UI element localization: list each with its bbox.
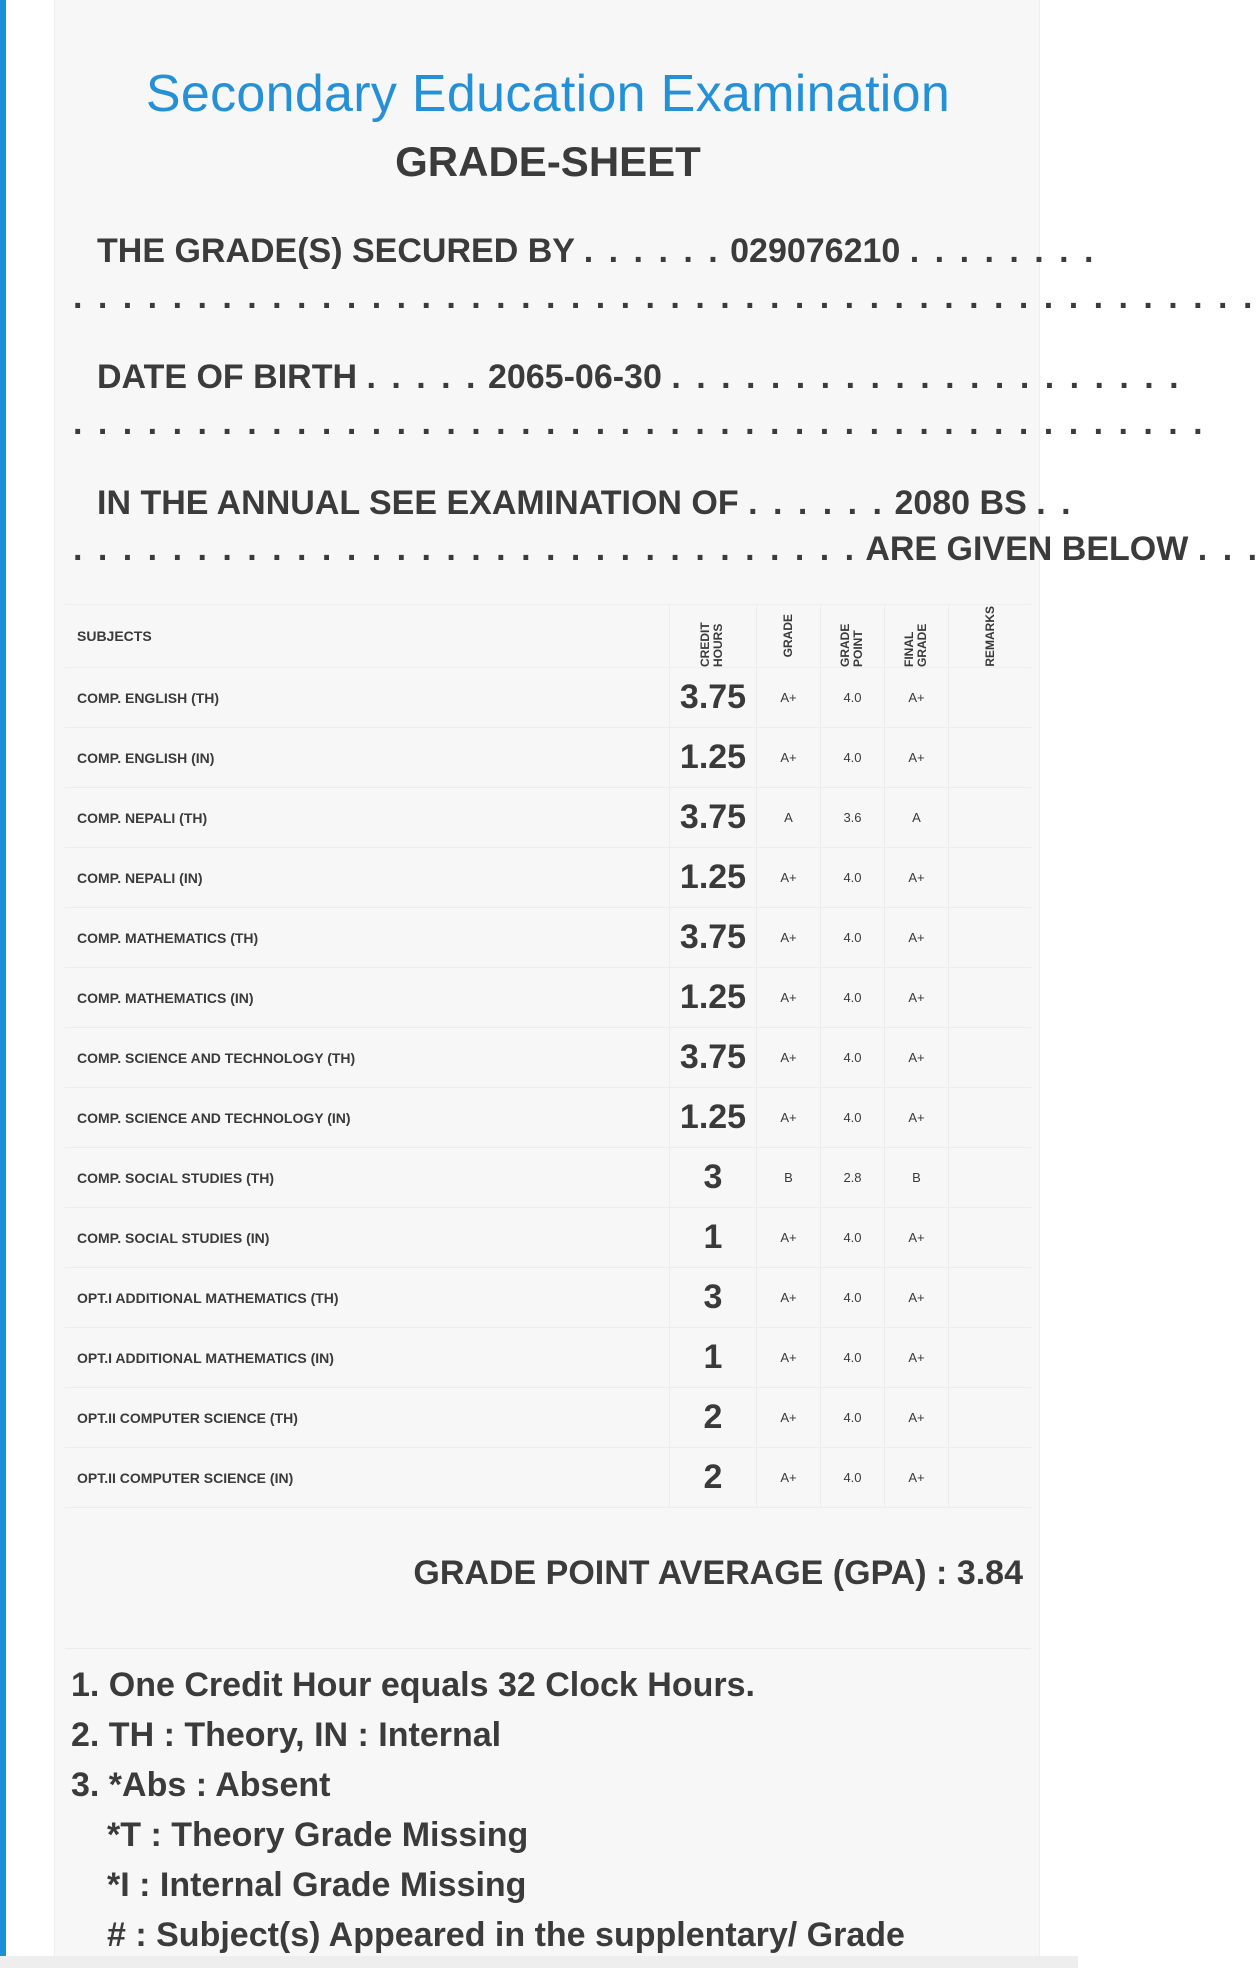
subject-cell: OPT.II COMPUTER SCIENCE (TH) bbox=[77, 1409, 298, 1426]
subject-cell: COMP. ENGLISH (IN) bbox=[77, 749, 215, 766]
final-grade-cell: A+ bbox=[885, 1448, 949, 1507]
grade-cell: A+ bbox=[757, 908, 821, 967]
grade-point-cell: 4.0 bbox=[821, 968, 885, 1027]
credit-hours-cell: 1 bbox=[669, 1328, 757, 1387]
grade-point-cell: 4.0 bbox=[821, 728, 885, 787]
credit-hours-cell: 3.75 bbox=[669, 668, 757, 727]
remarks-cell bbox=[949, 1208, 1031, 1267]
subject-cell: OPT.I ADDITIONAL MATHEMATICS (TH) bbox=[77, 1289, 339, 1306]
remarks-cell bbox=[949, 788, 1031, 847]
grade-point-cell: 4.0 bbox=[821, 908, 885, 967]
given-below: ARE GIVEN BELOW bbox=[865, 530, 1189, 568]
grade-cell: A+ bbox=[757, 1328, 821, 1387]
remarks-cell bbox=[949, 1148, 1031, 1207]
subject-cell: COMP. ENGLISH (TH) bbox=[77, 689, 220, 706]
credit-hours-cell: 3.75 bbox=[669, 1028, 757, 1087]
credit-hours-cell: 1.25 bbox=[669, 1088, 757, 1147]
grade-point-cell: 2.8 bbox=[821, 1148, 885, 1207]
table-row bbox=[65, 968, 1031, 1028]
left-accent-bar bbox=[0, 0, 6, 1968]
final-grade-cell: A+ bbox=[885, 968, 949, 1027]
subject-cell: COMP. MATHEMATICS (TH) bbox=[77, 929, 259, 946]
note-item: 3. *Abs : Absent bbox=[71, 1766, 331, 1804]
table-row bbox=[65, 1388, 1031, 1448]
gpa-line bbox=[413, 1554, 1023, 1593]
final-grade-cell: A+ bbox=[885, 848, 949, 907]
dob-value: 2065-06-30 bbox=[487, 358, 662, 396]
remarks-cell bbox=[949, 1268, 1031, 1327]
exam-title: Secondary Education Examination bbox=[145, 65, 951, 123]
note-item: 1. One Credit Hour equals 32 Clock Hours. bbox=[71, 1666, 755, 1704]
table-row bbox=[65, 1028, 1031, 1088]
final-grade-cell: A+ bbox=[885, 1268, 949, 1327]
remarks-cell bbox=[949, 1088, 1031, 1147]
subject-cell: OPT.I ADDITIONAL MATHEMATICS (IN) bbox=[77, 1349, 334, 1366]
exam-line: IN THE ANNUAL SEE EXAMINATION OF . . . . . . 2080 BS . . . . . . . . . . . . . . . . . . . . . . . . . . . . . . . . . . ARE GIVEN BELOW . . . bbox=[73, 484, 1260, 568]
remarks-cell bbox=[949, 1448, 1031, 1507]
grade-point-cell: 4.0 bbox=[821, 1088, 885, 1147]
subject-cell: COMP. SOCIAL STUDIES (IN) bbox=[77, 1229, 270, 1246]
bottom-shade bbox=[0, 1956, 1078, 1968]
credit-hours-cell: 3 bbox=[669, 1148, 757, 1207]
dob-label: DATE OF BIRTH bbox=[97, 358, 358, 396]
sheet-title: GRADE-SHEET bbox=[395, 138, 701, 185]
table-row bbox=[65, 848, 1031, 908]
table-header bbox=[65, 604, 1031, 668]
grade-point-cell: 4.0 bbox=[821, 1388, 885, 1447]
final-grade-cell: A+ bbox=[885, 908, 949, 967]
remarks-cell bbox=[949, 848, 1031, 907]
final-grade-cell: A+ bbox=[885, 1028, 949, 1087]
dob-line: DATE OF BIRTH . . . . . 2065-06-30 . . . . . . . . . . . . . . . . . . . . . . . . . . . . . . . . . . . . . . . . . . . . . . . . . . . . . . . . . . . . . . . . . . . bbox=[73, 358, 1206, 442]
subject-cell: OPT.II COMPUTER SCIENCE (IN) bbox=[77, 1469, 294, 1486]
header-credit-hours: CREDIT HOURS bbox=[698, 622, 725, 667]
grade-cell: A+ bbox=[757, 1268, 821, 1327]
grade-point-cell: 4.0 bbox=[821, 1448, 885, 1507]
subject-cell: COMP. SCIENCE AND TECHNOLOGY (TH) bbox=[77, 1049, 356, 1066]
credit-hours-cell: 3 bbox=[669, 1268, 757, 1327]
header-final-grade: FINAL GRADE bbox=[901, 623, 929, 667]
final-grade-cell: B bbox=[885, 1148, 949, 1207]
remarks-cell bbox=[949, 908, 1031, 967]
grade-cell: A+ bbox=[757, 728, 821, 787]
exam-year: 2080 BS bbox=[894, 484, 1027, 522]
final-grade-cell: A+ bbox=[885, 668, 949, 727]
credit-hours-cell: 1.25 bbox=[669, 848, 757, 907]
table-row bbox=[65, 1088, 1031, 1148]
final-grade-cell: A+ bbox=[885, 1388, 949, 1447]
remarks-cell bbox=[949, 668, 1031, 727]
grade-point-cell: 4.0 bbox=[821, 668, 885, 727]
final-grade-cell: A+ bbox=[885, 1208, 949, 1267]
credit-hours-cell: 2 bbox=[669, 1388, 757, 1447]
table-row bbox=[65, 788, 1031, 848]
header-subjects: SUBJECTS bbox=[77, 628, 152, 644]
remarks-cell bbox=[949, 968, 1031, 1027]
grade-cell: A+ bbox=[757, 848, 821, 907]
final-grade-cell: A bbox=[885, 788, 949, 847]
final-grade-cell: A+ bbox=[885, 728, 949, 787]
header-grade: GRADE bbox=[781, 614, 795, 658]
grade-point-cell: 4.0 bbox=[821, 1208, 885, 1267]
credit-hours-cell: 1.25 bbox=[669, 968, 757, 1027]
grade-point-cell: 4.0 bbox=[821, 1328, 885, 1387]
secured-by-label: THE GRADE(S) SECURED BY bbox=[97, 232, 575, 270]
note-item: # : Subject(s) Appeared in the supplentary/ Grade bbox=[107, 1916, 905, 1954]
subject-cell: COMP. SCIENCE AND TECHNOLOGY (IN) bbox=[77, 1109, 351, 1126]
divider bbox=[65, 1648, 1031, 1649]
note-item: *T : Theory Grade Missing bbox=[107, 1816, 529, 1854]
grade-cell: A+ bbox=[757, 1208, 821, 1267]
grade-cell: A+ bbox=[757, 1088, 821, 1147]
remarks-cell bbox=[949, 1328, 1031, 1387]
grade-point-cell: 4.0 bbox=[821, 1268, 885, 1327]
credit-hours-cell: 1.25 bbox=[669, 728, 757, 787]
grade-point-cell: 4.0 bbox=[821, 848, 885, 907]
remarks-cell bbox=[949, 728, 1031, 787]
grades-table bbox=[65, 604, 1031, 1508]
table-row bbox=[65, 1328, 1031, 1388]
grade-cell: A bbox=[757, 788, 821, 847]
symbol-number: 029076210 bbox=[730, 232, 901, 270]
table-row bbox=[65, 668, 1031, 728]
table-row bbox=[65, 1448, 1031, 1508]
grade-point-cell: 3.6 bbox=[821, 788, 885, 847]
final-grade-cell: A+ bbox=[885, 1088, 949, 1147]
table-row bbox=[65, 1148, 1031, 1208]
remarks-cell bbox=[949, 1028, 1031, 1087]
header-remarks: REMARKS bbox=[982, 605, 997, 667]
table-row bbox=[65, 1268, 1031, 1328]
grade-cell: A+ bbox=[757, 668, 821, 727]
credit-hours-cell: 2 bbox=[669, 1448, 757, 1507]
final-grade-cell: A+ bbox=[885, 1328, 949, 1387]
table-row bbox=[65, 728, 1031, 788]
grade-cell: A+ bbox=[757, 1448, 821, 1507]
grade-cell: A+ bbox=[757, 1388, 821, 1447]
note-item: *I : Internal Grade Missing bbox=[107, 1866, 527, 1904]
secured-by-line: THE GRADE(S) SECURED BY . . . . . . 029076210 . . . . . . . . . . . . . . . . . . . . . . . . . . . . . . . . . . . . . . . . . . . . . . . . . . . . . . . . bbox=[73, 232, 1256, 316]
table-row bbox=[65, 908, 1031, 968]
table-body bbox=[65, 668, 1031, 1508]
table-row bbox=[65, 1208, 1031, 1268]
subject-cell: COMP. MATHEMATICS (IN) bbox=[77, 989, 254, 1006]
gpa-label: GRADE POINT AVERAGE (GPA) : bbox=[413, 1554, 957, 1592]
subject-cell: COMP. NEPALI (IN) bbox=[77, 869, 203, 886]
grade-cell: A+ bbox=[757, 1028, 821, 1087]
subject-cell: COMP. NEPALI (TH) bbox=[77, 809, 208, 826]
exam-label: IN THE ANNUAL SEE EXAMINATION OF bbox=[97, 484, 739, 522]
note-item: 2. TH : Theory, IN : Internal bbox=[71, 1716, 502, 1754]
grade-point-cell: 4.0 bbox=[821, 1028, 885, 1087]
remarks-cell bbox=[949, 1388, 1031, 1447]
subject-cell: COMP. SOCIAL STUDIES (TH) bbox=[77, 1169, 275, 1186]
credit-hours-cell: 3.75 bbox=[669, 908, 757, 967]
grade-sheet bbox=[54, 0, 1260, 1968]
grade-cell: B bbox=[757, 1148, 821, 1207]
header-grade-point: GRADE POINT bbox=[837, 623, 865, 667]
credit-hours-cell: 1 bbox=[669, 1208, 757, 1267]
gpa-value: 3.84 bbox=[956, 1554, 1023, 1592]
notes bbox=[71, 1660, 1031, 1960]
credit-hours-cell: 3.75 bbox=[669, 788, 757, 847]
grade-cell: A+ bbox=[757, 968, 821, 1027]
